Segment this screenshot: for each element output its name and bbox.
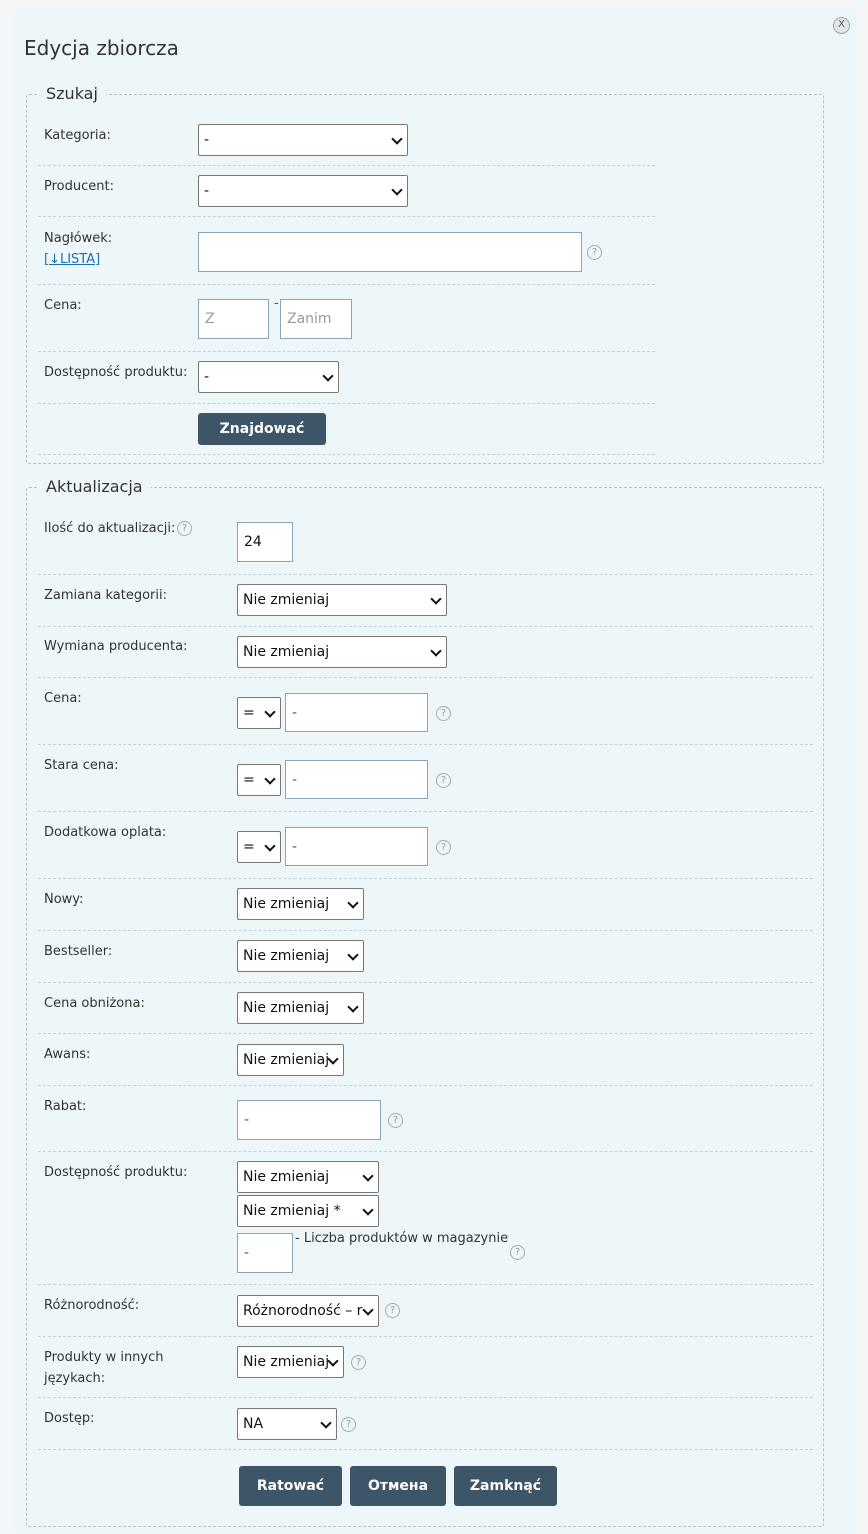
help-icon[interactable]: ? bbox=[436, 840, 451, 855]
row-divider bbox=[38, 677, 813, 678]
row-divider bbox=[38, 1397, 813, 1398]
new-label: Nowy: bbox=[44, 892, 84, 907]
update-availability-label: Dostępność produktu: bbox=[44, 1165, 188, 1180]
help-icon[interactable]: ? bbox=[351, 1355, 366, 1370]
update-price-label: Cena: bbox=[44, 691, 82, 706]
row-divider bbox=[38, 811, 813, 812]
access-label: Dostęp: bbox=[44, 1411, 95, 1426]
discount-input[interactable]: - bbox=[237, 1100, 381, 1140]
help-icon[interactable]: ? bbox=[587, 245, 602, 260]
chevron-down-icon bbox=[347, 897, 358, 908]
row-divider bbox=[38, 454, 655, 455]
row-divider bbox=[38, 1033, 813, 1034]
promo-select[interactable]: Nie zmieniaj bbox=[237, 1044, 344, 1076]
save-button[interactable]: Ratować bbox=[239, 1466, 342, 1506]
bestseller-label: Bestseller: bbox=[44, 944, 113, 959]
chevron-down-icon bbox=[362, 1304, 373, 1315]
stock-label: - Liczba produktów w magazynie bbox=[295, 1231, 509, 1246]
row-divider bbox=[38, 744, 813, 745]
help-icon[interactable]: ? bbox=[436, 706, 451, 721]
list-link[interactable]: [↓LISTA] bbox=[44, 252, 101, 267]
other-languages-label: Produkty w innych bbox=[44, 1350, 164, 1365]
other-languages-label-line2: językach: bbox=[44, 1371, 106, 1386]
row-divider bbox=[38, 626, 813, 627]
price-input[interactable]: - bbox=[285, 693, 428, 732]
category-select[interactable]: - bbox=[198, 124, 408, 156]
producer-select[interactable]: - bbox=[198, 175, 408, 207]
availability-select[interactable]: Nie zmieniaj bbox=[237, 1161, 379, 1193]
other-languages-select[interactable]: Nie zmieniaj bbox=[237, 1346, 344, 1378]
price-operator-select[interactable]: = bbox=[237, 697, 281, 729]
producer-change-label: Wymiana producenta: bbox=[44, 639, 188, 654]
update-legend: Aktualizacja bbox=[38, 477, 151, 496]
chevron-down-icon bbox=[264, 706, 275, 717]
stock-input[interactable]: - bbox=[237, 1233, 293, 1273]
row-divider bbox=[38, 878, 813, 879]
bestseller-select[interactable]: Nie zmieniaj bbox=[237, 940, 364, 972]
price-from-input[interactable]: Z bbox=[198, 299, 269, 339]
row-divider bbox=[38, 165, 655, 166]
chevron-down-icon bbox=[391, 184, 402, 195]
access-select[interactable]: NA bbox=[237, 1408, 337, 1440]
old-price-input[interactable]: - bbox=[285, 760, 428, 799]
variety-select[interactable]: Różnorodność – r bbox=[237, 1295, 379, 1327]
promo-label: Awans: bbox=[44, 1047, 91, 1062]
chevron-down-icon bbox=[320, 1417, 331, 1428]
help-icon[interactable]: ? bbox=[341, 1417, 356, 1432]
chevron-down-icon bbox=[347, 1001, 358, 1012]
chevron-down-icon bbox=[322, 370, 333, 381]
help-icon[interactable]: ? bbox=[510, 1245, 525, 1260]
close-button[interactable]: Zamknąć bbox=[454, 1466, 557, 1506]
discount-label: Rabat: bbox=[44, 1099, 87, 1114]
chevron-down-icon bbox=[362, 1170, 373, 1181]
row-divider bbox=[38, 1151, 813, 1152]
search-availability-label: Dostępność produktu: bbox=[44, 365, 188, 380]
row-divider bbox=[38, 403, 655, 404]
help-icon[interactable]: ? bbox=[385, 1303, 400, 1318]
old-price-operator-select[interactable]: = bbox=[237, 764, 281, 796]
header-label: Nagłówek: bbox=[44, 231, 113, 246]
help-icon[interactable]: ? bbox=[177, 521, 192, 536]
reduced-price-select[interactable]: Nie zmieniaj bbox=[237, 992, 364, 1024]
new-select[interactable]: Nie zmieniaj bbox=[237, 888, 364, 920]
extra-fee-operator-select[interactable]: = bbox=[237, 831, 281, 863]
row-divider bbox=[38, 930, 813, 931]
cancel-button[interactable]: Отмена bbox=[350, 1466, 446, 1506]
qty-input[interactable]: 24 bbox=[237, 522, 293, 562]
row-divider bbox=[38, 1336, 813, 1337]
find-button[interactable]: Znajdować bbox=[198, 413, 326, 445]
category-change-select[interactable]: Nie zmieniaj bbox=[237, 584, 447, 616]
variety-label: Różnorodność: bbox=[44, 1298, 140, 1313]
extra-fee-label: Dodatkowa oplata: bbox=[44, 825, 167, 840]
producer-label: Producent: bbox=[44, 179, 114, 194]
reduced-price-label: Cena obniżona: bbox=[44, 996, 145, 1011]
search-legend: Szukaj bbox=[38, 84, 106, 103]
chevron-down-icon bbox=[264, 840, 275, 851]
search-price-label: Cena: bbox=[44, 298, 82, 313]
category-change-label: Zamiana kategorii: bbox=[44, 588, 167, 603]
row-divider bbox=[38, 216, 655, 217]
help-icon[interactable]: ? bbox=[436, 773, 451, 788]
search-availability-select[interactable]: - bbox=[198, 361, 339, 393]
price-separator: - bbox=[274, 296, 279, 311]
search-fieldset bbox=[26, 94, 824, 464]
row-divider bbox=[38, 284, 655, 285]
availability-status-select[interactable]: Nie zmieniaj * bbox=[237, 1195, 379, 1227]
chevron-down-icon bbox=[264, 773, 275, 784]
row-divider bbox=[38, 574, 813, 575]
chevron-down-icon bbox=[430, 593, 441, 604]
row-divider bbox=[38, 1284, 813, 1285]
help-icon[interactable]: ? bbox=[388, 1113, 403, 1128]
qty-label: Ilość do aktualizacji: bbox=[44, 521, 176, 536]
dialog-title: Edycja zbiorcza bbox=[24, 36, 179, 60]
close-icon[interactable]: X bbox=[833, 17, 850, 34]
row-divider bbox=[38, 1085, 813, 1086]
row-divider bbox=[38, 982, 813, 983]
chevron-down-icon bbox=[391, 133, 402, 144]
header-input[interactable] bbox=[198, 232, 582, 272]
extra-fee-input[interactable]: - bbox=[285, 827, 428, 866]
producer-change-select[interactable]: Nie zmieniaj bbox=[237, 636, 447, 668]
category-label: Kategoria: bbox=[44, 128, 111, 143]
chevron-down-icon bbox=[347, 949, 358, 960]
row-divider bbox=[38, 1449, 813, 1450]
row-divider bbox=[38, 351, 655, 352]
price-to-input[interactable]: Zanim bbox=[280, 299, 352, 339]
old-price-label: Stara cena: bbox=[44, 758, 119, 773]
chevron-down-icon bbox=[362, 1204, 373, 1215]
chevron-down-icon bbox=[430, 645, 441, 656]
